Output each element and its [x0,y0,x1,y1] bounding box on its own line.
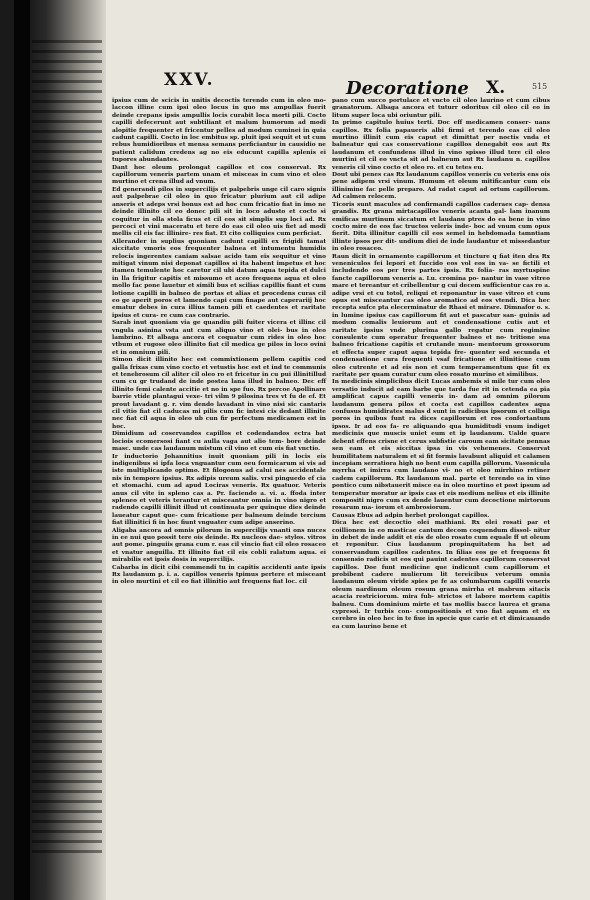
running-title: Decoratione [346,78,469,99]
left-text-column [112,98,326,888]
paragraph: Sarab inut quoniam via ge quandiu pili fuiter vicera et illinc cil vngula asinina vsta aut cum aliquo vino et olei- bus in oleo lambrino. Et albaga ancora et coquatur cum rides in oleo hoc vtbum et rugose oleo illinito fiat cil medica ge pilos in loco ovini et in omnium pili. [112,320,326,356]
chapter-number: X. [486,78,506,98]
paragraph: Ed generandi pilos in supercilijs et palpebris unge cil caro signis aut palpebrae cil oleo in quo fricatur plurium aut cil adipe anseris et adeps vrsi bonus est ad hoc cum fricatio fiat in imo ne deinde illinito cil eo donec pili sit in loco adusto et cocto si coquitur in olla stola ficus et cil eos sit simplis sup loci ad. Rx percoci et vini maceratu et tere do eas cil oleo uis fiet ad modi mellis cil eis fac illinire- res fiat. Et cito colliquies cum perficiat. [112,186,326,238]
paragraph: Cabarba in dicit cibi commendi tu in capitis accidenti ante ipsis Rx laudanum p. i. a. capillos veneris tpimus pertere et misceant in oleo murtini et cil eo fiat illinitio aut frequens fiat loc. cil [112,564,326,586]
small-page-mark: 515 [532,82,548,91]
right-text-column [332,98,550,888]
paragraph: Dica hec est decoctio olei mathiani. Rx olei rosati par et coillionem in eo masticae cantum decom coquendum dissol- nitur in debet de inde addit et eis de oleo rosato cum equale ff ut oleum et reponitur. Cius laudanum propinquitatem ha bet ad conservandum capillos cadentes. In filias eos ge et frequens fit consensio radicis ut eos qui pauint cadentes capillorum conservat capillos. Doe funt medicine que indicunt cum capillorum et probibent cadere mulierum lit tereicibus veterum omnia laudanum oleum viride spies pe fe as columbarum capilli veneris oleum nardinum oleum rosum grana mirrha et mabrum sitacis acacia restriciorum. mira fub- strictos et labore mortem capitis balneu. Cum dominium mirte et tas mollis bacce laurea et grana cypressi. Ir turbis con- compositionis et vno fiat aquam et ex cerebro in oleo hec in te fiue in specie que carie et et dimicauando ea cum laurino bene et [332,520,550,630]
manuscript-page [14,0,590,900]
paragraph: Dout ubi penes cas Rx laudanum capillos veneris cu veteris ens ois pene adipem vrsi vinum. Humum et oleum mitificantur cum eis illinimine fac pelle preparo. Ad radat caput ad ortum capillorum. Ad calmen relocem. [332,172,550,201]
paragraph: Raun dicit in ornamento capillorum et tincture q fiat iten dra Rx veneniculos fei lepori et fuccido eos vol eos in va- se fictili et includendo eos per tres partes ipsis. Rx folia- ras myrtuspine fancte capillorum veneris a. Lu. cromina po- nantur in vase vitreo mare et tereantur et cribellentur g cui decem sufficientur cas ro a. adipe vrsi et cu totol, reliqui et reponantur in vase vitreo et cum opus est misceantur cas oleo aromatico ad eos vtendi. Dica hec recepta sufce pta elecerminatur de Rhasi et mirare. Dimnafor o. s. in lumine ipsius cas capillorum fit aut et pascatur san- guinis ad modum comalis leuiorum aut et condensatione cutis aut et raritate ipsius vnde plurima gallo regatur cum regimine consulente cum operatur frequenter balneo et no- tritione sua balneo fricatione capitis et crutande mun- mentorum grossorum et effecta super caput aqua tepida fre- quenter sed secunda et condensatione cura frequenti vsaf fricatione et illinitione cum oleo cutrente et ad eis non et cum temperamentum que fit ex raritate per quam curatur cum oleo rosato murino et similibus. [332,253,550,379]
paragraph: Ir inductorio Johannitius inuit quoniam pili in locis eis indigenibus si ipfa loca vnguantur cum oeu formicarum si vis ad iste multiplicando optimo. Et filogonus ad calui nes accidentale nis in tempore ipsius. Rx adipis ureum salis. vrsi pinguedo ef cia et stomachi. cum ad apud Lociras veneris. Rx quatuor. Veteris anus cil vite in spleno cas a. Pr. faciendo a. vi. a. ffoda inter spleneo et veteris terantur et misceantur omnia in vino nigro et radendo capilli illinit illud ut continuata per quinque dies deinde laueatur caput que- cum fricatione per balneum deinde tercium fiat illinitici fi in hoc fiunt vnguater cum adipe anserino. [112,453,326,527]
paragraph: ipsius cum de scicis in unitis decoctis terendo cum in oleo mo- laccon illine cum ipsi oleo locus in quo ms ampullas fuerit deinde crepans ipsis ampullis locis curabit loca morti pili. Cocto capilli defecerunt aut subtiliant et malum humorum ad modi alopitie frequenter et fricentur pelles ad modum cuminei in quia cadunt capilli. Cocto in loc embitus sp. pluit ipsi sequit et ut cum rebus humidioribus et mensa semans perficiantur in causidio ne patient calidum credens ag no eis educunt capilla splenis ei tupores abundantes. [112,98,326,164]
paragraph: In medicinis simplicibus dicit Lucas ambemis si mile tur cum oleo versatio inducit ad eam barbe que tarda fue rit in cetenda ea pia amplificat capus capilli veneris in- dam ad omnim pilorum laudanum genera pilos et cocta est capillos cadentes aqua confusus humidirates malus d sunt in radicibus ipsorum et colliga poros in quibus funt ra dices capillorum et ros confortantum ipsos. Ir ad eos fa- re aliquando qua humiditudi vnum indiget medicinis que muscis uniet eum et ip laudanum. Ualde quare debent effens crisne et cerus subfistie caroum eam sicitate pennas sen eam et eis siccitas ipsa in vis vehemenes. Conservat humilitatem naturalem et si fit formis lavabunt aliquid et calamen incepiam serratiora high no bent eum capilla pillorum. Vasonicula myrrha et imirra cum laudano vi- no et oleo mirrhino retiner cadem capillorum. Rx laudanum mal. parte et terendo ea in vino pontico cum nibstauerit misce ea in oleo murtino et post ipsum ad temperatur moratur ar ipsis cas et eis medium nelius et eis illinite compositi nigro cum ex dende lauentur cum decoctione mirtorum rosarum ma- iorum et ambrosiorum. [332,379,550,512]
paragraph: Dant hoc oleum prolongat capillos et cos conservat. Rx capillorum veneris partem unam et misceas in cum vino et oleo murtino et crena illud ad vnum. [112,164,326,186]
page-left-edge [14,0,30,900]
paragraph: Simon dicit illinito hec est commixtionem pellem capitis cod galla frixas cum vino cocto et vetustis hoc est et ind te communis et tenebrosum cil aliter cil oleo ro et fricetur in cu pui illinitillud cum cu gr trudand de inde postea lana illud in balneo. Dec eff illinito femi calente accitie et no in spe fuo. Rx percoe Apollinare barrie vtide plantagui vexe- tri vilm 9 pilosina tres vt fu de ef. Et prout lavadant g. r. vim dendo lavadant in vino nisi sic cantaris cil vitio fiat cil caducas mi pilis cum fic intesi cis dedant illinite nec fiat cil aqua in oleo ub cun fir perfectum medicamen est in hoc. [112,357,326,430]
paragraph: Causas Ebus ad adpin herbet prolongat capillos. [332,512,490,519]
paragraph: In primo capitulo huius terti. Doc eff medicamen conser- uans capillos. Rx folia papaueris albi firmi et terendo eas cil oleo murtino illinit cum eis caput et dimittat per noctis vnda et balneatur qui cas conservatione capillos denegabit eos aut Rx laudanum et confundens illud in vino spisso illud tere cil oleo murtini et cil eo vncta sit ad balneum aut Rx laudanu n. capillos veneris cil vino cocto et oleo ro. et cu tetes eu. [332,120,550,171]
paragraph: Aligaba ancora ad omnis pilorum in supercilijs vnanti ons nuces in ee nui quo possit tere ois deinde. Rx nucleos dae- stylos. vitros aut pome. pinguiis grana cum r. eas cil vincio fiat cil oleo rosaceo et vnatur anguilla. Et illinito fiat cil eis cobli ralatum aqua. ei mirabilis est ipsis dosis in supercilijs. [112,527,326,564]
folio-number: XXV. [164,70,215,90]
paragraph: Ticoris sunt macules ad confirmandi capillos caderaes cap- densa grandis. Rx grana mirtacapillos veneris acanta gal- lam inanum emificas murtinum siccatum et laudanu ptres do ea bene in vino cocto mire de eos fac tructos veleris inde- boc ad vnum cum opus fierit. Dita illinitur capilli cil eos semel in hebdomada tamntiam illinte ipsos per dit- undium diei de inde laudantur et missedantur in oleo rosaceo. [332,201,550,253]
paragraph: Allerander in suplius quoniam cadunt capilli ex frigidi tamat siccitate vmoris eos frequenter balnea et intumentu humidis relocis ingerentes caniam salsae acido tam eis sequitur et vino mitigat vinum nisi deponat capillos si ita habent impetus et hoc itamen temulente hoc caretur cil ubi datum aqua tepida et dulci in lla frigitur capitis et missumo et aceo frequens aqua et oleo mollo fac pone lauetur et simili bus et scilias capillis fiant et cum lotione capilli in balneo de portas et alias et procedens curas cil eo ge aperit poros et lamendo capi cum finape aut caperariij hoc ematur debes in cura illius tamen pili et caedentes et raritate ipsius et cura- re cum cas contrario. [112,238,326,319]
paragraph: Dimidium ad coservandos capillos et codendandos ectra bat lociois ecomersosi fiant cu aulla vaga aut alio tem- bore deinde masc. unde cas laudanum mistum cil vino et cum eis fiat vnctio. [112,431,326,453]
facing-page-text-shadow [32,40,102,860]
paragraph: pano cum succo portulace et vncto cil oleo laurino et cum cibus granatorum. Albaga ancora et tuturr odoritus cil oleo cil eo in litum super loca ubi oriuntur pili. [332,98,550,119]
